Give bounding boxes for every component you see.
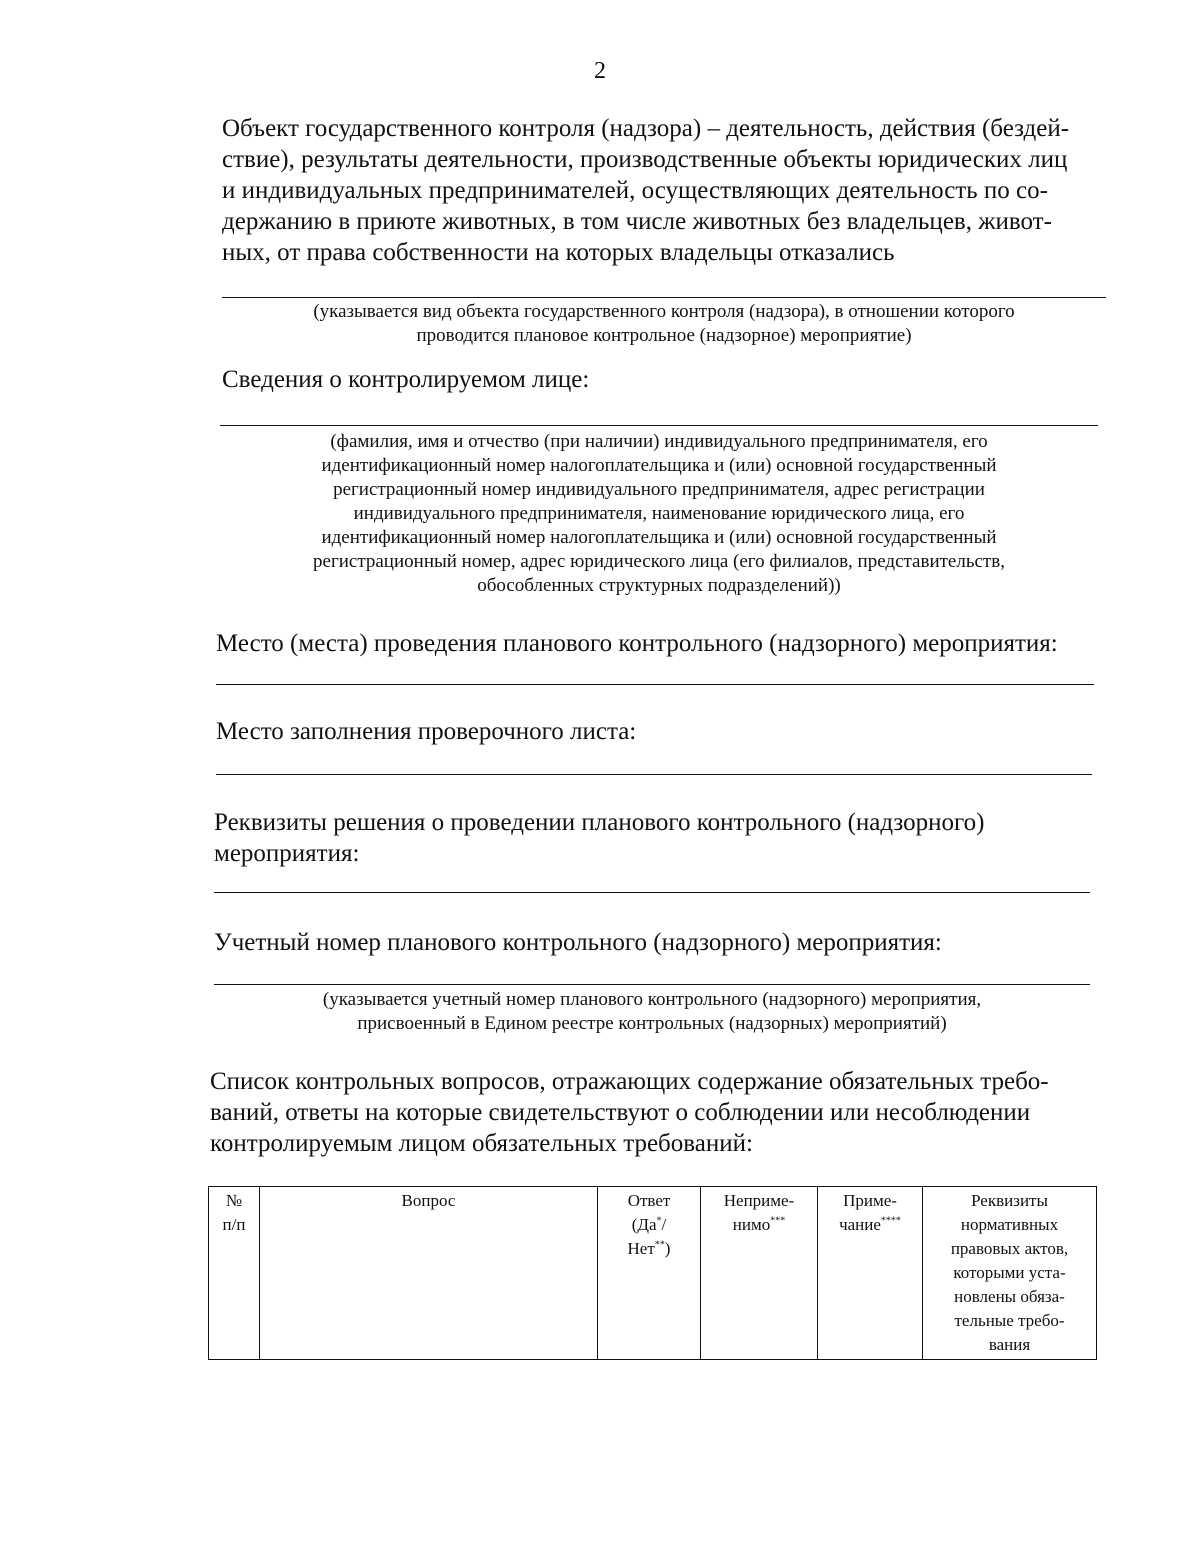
header-line [704,1213,814,1237]
caption-line: идентификационный номер налогоплательщика и (или) основной государственный [321,527,997,548]
object-line: держанию в приюте животных, в том числе животных без владельцев, живот- [222,208,1052,235]
caption-line: (фамилия, имя и отчество (при наличии) индивидуального предпринимателя, его [330,431,988,452]
questions-intro [210,1066,1098,1159]
header-line: Реквизиты [971,1191,1048,1210]
answer-slash: / [661,1215,667,1234]
caption-line: идентификационный номер налогоплательщика и (или) основной государственный [321,455,997,476]
col-not-applicable-header [701,1187,818,1360]
decision-line: Реквизиты решения о проведении планового контрольного (надзорного) [214,809,985,836]
caption-line: регистрационный номер индивидуального предпринимателя, адрес регистрации [333,479,985,500]
caption-line: регистрационный номер, адрес юридического лица (его филиалов, представительств, [313,551,1005,572]
object-line: Объект государственного контроля (надзора) – деятельность, действия (бездей- [222,115,1070,142]
object-caption [222,300,1106,348]
col-note-header [818,1187,923,1360]
answer-close: ) [664,1239,671,1258]
header-line [601,1237,697,1261]
controlled-person-caption [220,430,1098,598]
footnote-mark: * [656,1215,662,1227]
header-line: тельные требо- [954,1311,1065,1330]
answer-no: Нет [627,1239,655,1258]
header-line: которыми уста- [953,1263,1066,1282]
col-question-header: Вопрос [260,1187,598,1360]
header-line [821,1213,919,1237]
decision-underline [214,892,1090,893]
account-number-label: Учетный номер планового контрольного (надзорного) мероприятия: [214,929,942,956]
decision-line: мероприятия: [214,840,360,867]
intro-line: контролируемым лицом обязательных требований: [210,1130,753,1157]
object-underline [222,297,1106,298]
header-line: правовых актов, [950,1239,1069,1258]
caption-line: проводится плановое контрольное (надзорное) мероприятие) [416,325,912,346]
checklist-table [208,1186,1097,1360]
account-number-underline [214,984,1090,985]
note-text: чание [839,1215,881,1234]
account-number-caption [214,988,1090,1036]
col-requisites-header [923,1187,1097,1360]
header-line: Ответ [627,1191,671,1210]
caption-line: (указывается учетный номер планового контрольного (надзорного) мероприятия, [322,989,982,1010]
footnote-mark: *** [770,1215,786,1227]
event-place-label: Место (места) проведения планового контрольного (надзорного) мероприятия: [216,630,1058,657]
header-line: нормативных [960,1215,1059,1234]
header-line: Приме- [843,1191,897,1210]
fill-place-underline [216,774,1092,775]
intro-line: ваний, ответы на которые свидетельствуют о соблюдении или несоблюдении [210,1099,1031,1126]
footnote-mark: ** [654,1239,665,1251]
footnote-mark: **** [880,1215,901,1227]
object-line: ствие), результаты деятельности, производственные объекты юридических лиц [222,146,1068,173]
intro-line: Список контрольных вопросов, отражающих содержание обязательных требо- [210,1068,1049,1095]
caption-line: обособленных структурных подразделений)) [477,575,841,596]
answer-yes: (Да [631,1215,657,1234]
col-number-header [209,1187,260,1360]
header-line: вания [988,1335,1031,1354]
header-line: новлены обяза- [954,1287,1065,1306]
object-line: ных, от права собственности на которых владельцы отказались [222,239,895,266]
caption-line: индивидуального предпринимателя, наименование юридического лица, его [353,503,965,524]
header-line: № [225,1191,243,1210]
decision-label [214,807,984,869]
object-paragraph [222,113,1112,268]
na-text: нимо [732,1215,771,1234]
object-line: и индивидуальных предпринимателей, осуществляющих деятельность по со- [222,177,1048,204]
page-number: 2 [594,58,606,84]
header-line: Неприме- [723,1191,795,1210]
controlled-person-label: Сведения о контролируемом лице: [222,366,590,393]
controlled-person-underline [220,425,1098,426]
event-place-underline [216,684,1094,685]
header-line: п/п [222,1215,246,1234]
caption-line: (указывается вид объекта государственного контроля (надзора), в отношении которого [313,301,1015,322]
fill-place-label: Место заполнения проверочного листа: [216,718,637,745]
header-line [601,1213,697,1237]
caption-line: присвоенный в Едином реестре контрольных (надзорных) мероприятий) [357,1013,947,1034]
col-answer-header [598,1187,701,1360]
table-header-row [209,1187,1097,1360]
